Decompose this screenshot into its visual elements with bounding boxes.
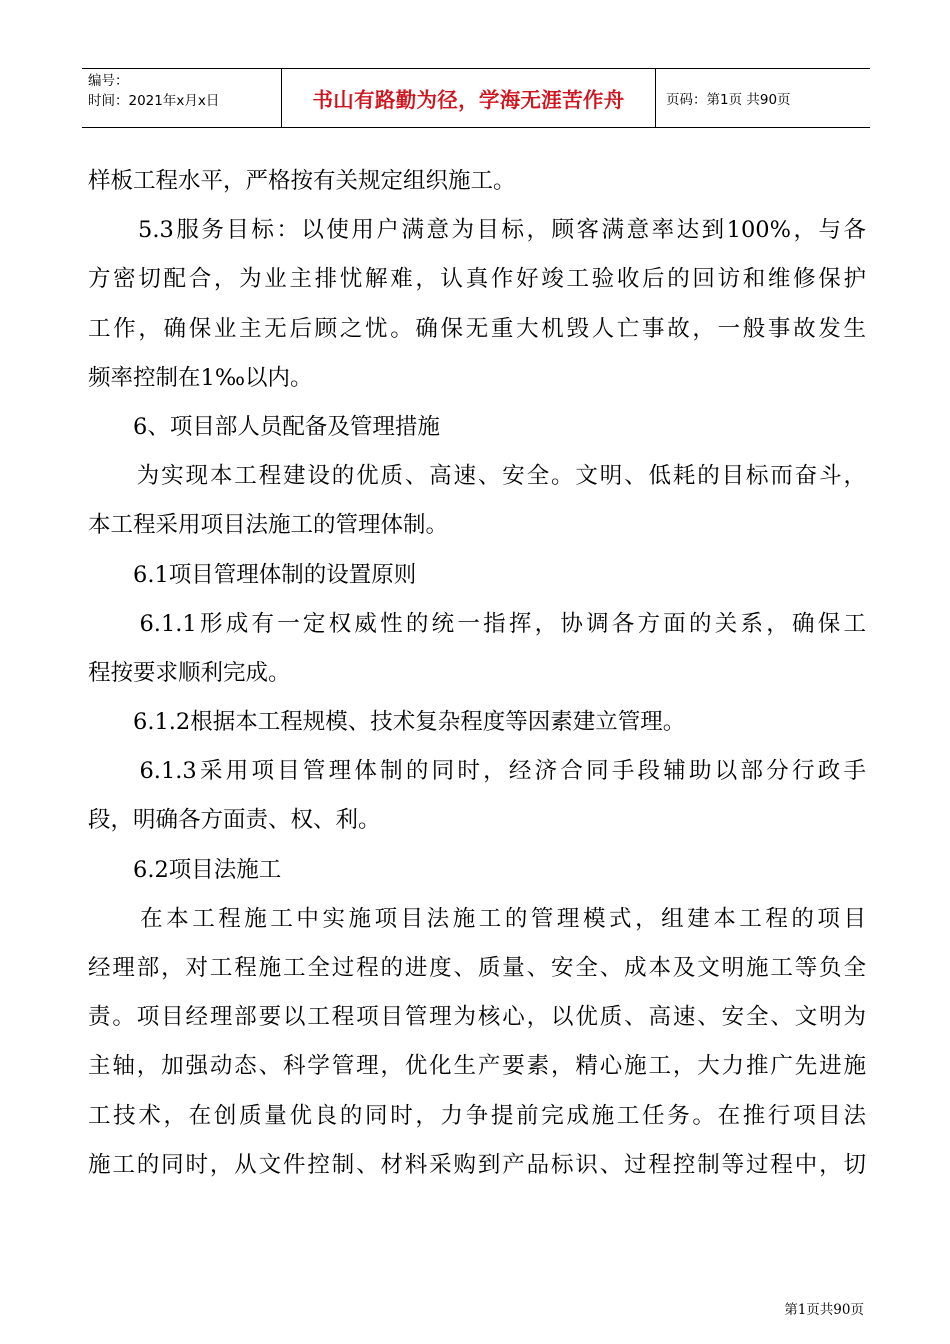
- text-line: 6.1.2根据本工程规模、技术复杂程度等因素建立管理。: [88, 709, 686, 736]
- text-line: 工技术，在创质量优良的同时，力争提前完成施工任务。在推行项目法: [88, 1102, 866, 1129]
- text-line: 6.2项目法施工: [88, 856, 282, 883]
- text-line: 程按要求顺利完成。: [88, 659, 291, 686]
- text-line: 经理部，对工程施工全过程的进度、质量、安全、成本及文明施工等负全: [88, 955, 866, 981]
- text-line: 段，明确各方面责、权、利。: [88, 807, 381, 834]
- text-line: 样板工程水平，严格按有关规定组织施工。: [88, 168, 516, 194]
- text-line: 本工程采用项目法施工的管理体制。: [88, 512, 449, 539]
- text-line: 5.3服务目标：以使用户满意为目标，顾客满意率达到100%，与各: [88, 217, 866, 244]
- header-page-code: 页码：第1页 共90页: [666, 92, 791, 108]
- text-line: 责。项目经理部要以工程项目管理为核心，以优质、高速、安全、文明为: [88, 1004, 866, 1031]
- header-meta: [82, 69, 282, 127]
- page-header: [82, 68, 870, 128]
- text-line: 在本工程施工中实施项目法施工的管理模式，组建本工程的项目: [88, 905, 866, 932]
- text-line: 工作，确保业主无后顾之忧。确保无重大机毁人亡事故，一般事故发生: [88, 315, 866, 342]
- text-line: 为实现本工程建设的优质、高速、安全。文明、低耗的目标而奋斗，: [88, 463, 866, 490]
- text-line: 6.1.3采用项目管理体制的同时，经济合同手段辅助以部分行政手: [88, 758, 866, 785]
- document-number-label: 编号：: [88, 73, 129, 89]
- text-line: 6、项目部人员配备及管理措施: [88, 413, 440, 440]
- text-line: 6.1.1形成有一定权威性的统一指挥，协调各方面的关系，确保工: [88, 610, 866, 637]
- text-line: 6.1项目管理体制的设置原则: [88, 561, 417, 588]
- document-date-label: 时间：2021年x月x日: [88, 93, 220, 109]
- text-line: 频率控制在1‰以内。: [88, 364, 313, 391]
- document-body: [88, 157, 866, 1190]
- header-motto: 书山有路勤为径，学海无涯苦作舟: [282, 69, 656, 127]
- text-line: 方密切配合，为业主排忧解难，认真作好竣工验收后的回访和维修保护: [88, 266, 866, 293]
- page-footer: 第1页共90页: [784, 1302, 864, 1318]
- text-line: 主轴，加强动态、科学管理，优化生产要素，精心施工，大力推广先进施: [88, 1053, 866, 1080]
- text-line: 施工的同时，从文件控制、材料采购到产品标识、过程控制等过程中，切: [88, 1151, 866, 1178]
